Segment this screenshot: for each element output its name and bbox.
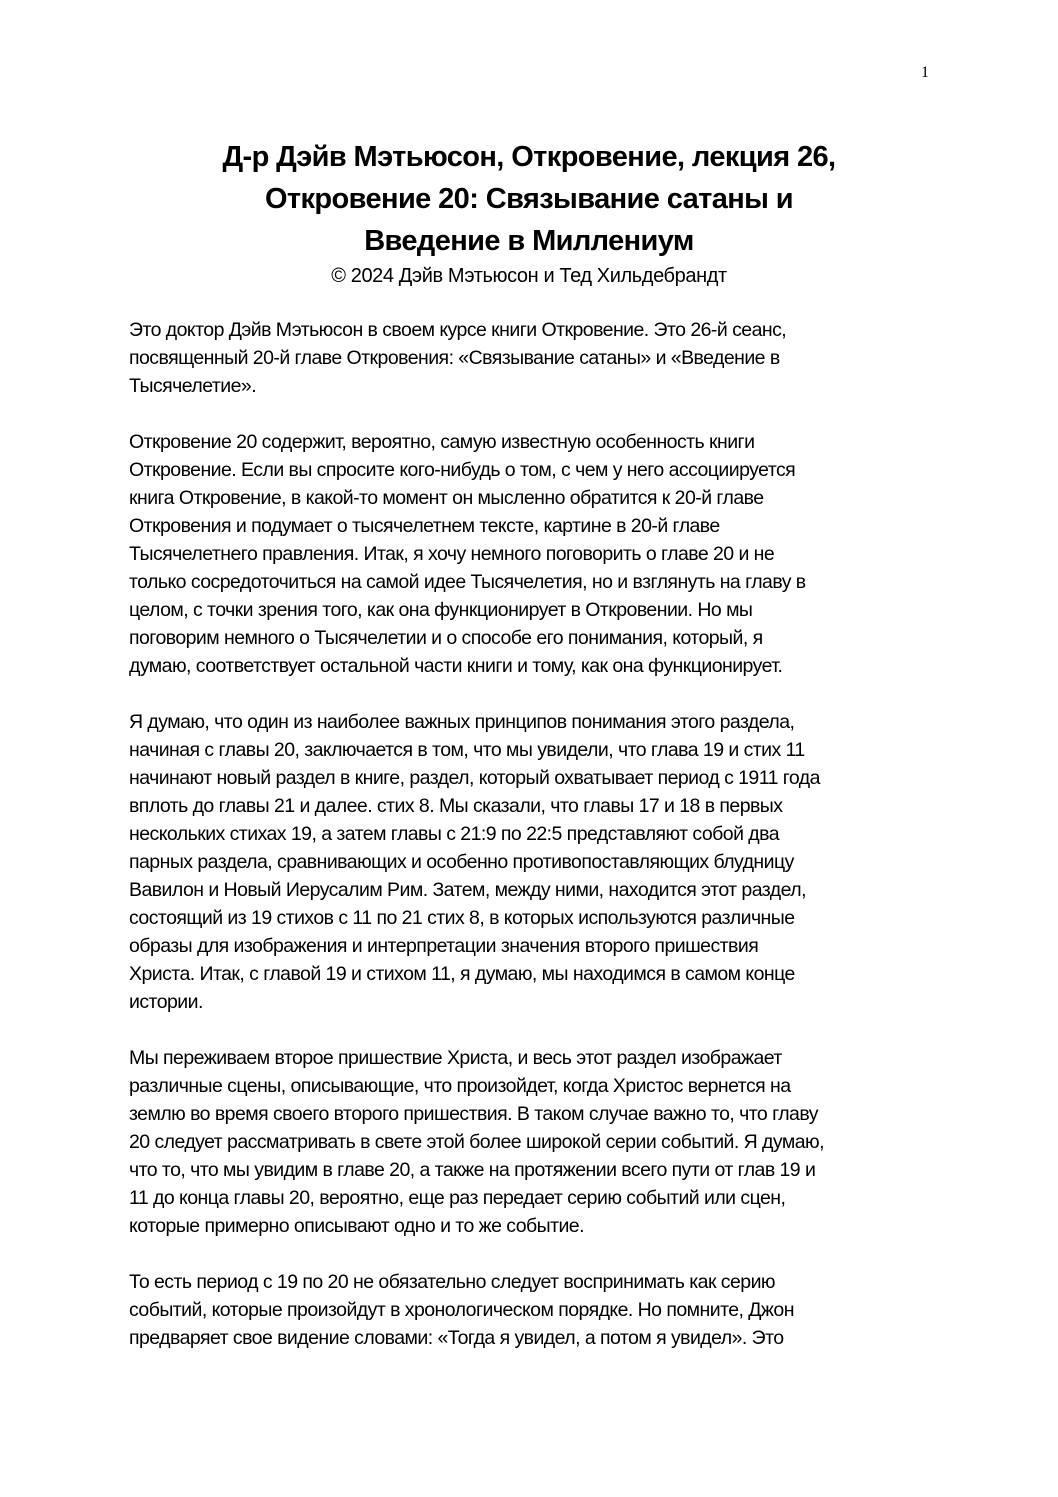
text-line: целом, с точки зрения того, как она функционирует в Откровении. Но мы: [129, 599, 753, 621]
text-line: Вавилон и Новый Иерусалим Рим. Затем, между ними, находится этот раздел,: [129, 879, 806, 901]
text-line: поговорим немного о Тысячелетии и о способе его понимания, который, я: [129, 627, 763, 649]
document-body: [129, 316, 949, 1380]
text-line: что то, что мы увидим в главе 20, а также на протяжении всего пути от глав 19 и: [129, 1159, 816, 1181]
text-line: парных раздела, сравнивающих и особенно противопоставляющих блудницу: [129, 851, 794, 873]
text-line: Тысячелетие».: [129, 375, 257, 397]
paragraph-4: [129, 1044, 949, 1240]
text-line: Откровения и подумает о тысячелетнем тексте, картине в 20-й главе: [129, 515, 720, 537]
title-line-1: Д-р Дэйв Мэтьюсон, Откровение, лекция 26,: [222, 141, 836, 173]
text-line: Христа. Итак, с главой 19 и стихом 11, я думаю, мы находимся в самом конце: [129, 963, 795, 985]
text-line: книга Откровение, в какой-то момент он мысленно обратится к 20-й главе: [129, 487, 764, 509]
text-line: Откровение 20 содержит, вероятно, самую известную особенность книги: [129, 431, 755, 453]
text-line: Мы переживаем второе пришествие Христа, и весь этот раздел изображает: [129, 1047, 782, 1069]
text-line: истории.: [129, 991, 203, 1013]
text-line: 11 до конца главы 20, вероятно, еще раз передает серию событий или сцен,: [129, 1187, 786, 1209]
text-line: Это доктор Дэйв Мэтьюсон в своем курсе книги Откровение. Это 26-й сеанс,: [129, 319, 787, 341]
text-line: событий, которые произойдут в хронологическом порядке. Но помните, Джон: [129, 1299, 794, 1321]
text-line: посвященный 20-й главе Откровения: «Связывание сатаны» и «Введение в: [129, 347, 780, 369]
text-line: начиная с главы 20, заключается в том, что мы увидели, что глава 19 и стих 11: [129, 739, 805, 761]
text-line: Тысячелетнего правления. Итак, я хочу немного поговорить о главе 20 и не: [129, 543, 775, 565]
paragraph-2: [129, 428, 949, 680]
paragraph-3: [129, 708, 949, 1016]
text-line: состоящий из 19 стихов с 11 по 21 стих 8, в которых используются различные: [129, 907, 795, 929]
paragraph-1: [129, 316, 949, 400]
paragraph-5: [129, 1268, 949, 1352]
text-line: различные сцены, описывающие, что произойдет, когда Христос вернется на: [129, 1075, 791, 1097]
text-line: нескольких стихах 19, а затем главы с 21:9 по 22:5 представляют собой два: [129, 823, 779, 845]
text-line: То есть период с 19 по 20 не обязательно следует воспринимать как серию: [129, 1271, 776, 1293]
text-line: образы для изображения и интерпретации значения второго пришествия: [129, 935, 759, 957]
text-line: которые примерно описывают одно и то же событие.: [129, 1215, 584, 1237]
document-header: [100, 136, 958, 290]
text-line: начинают новый раздел в книге, раздел, который охватывает период с 1911 года: [129, 767, 820, 789]
text-line: вплоть до главы 21 и далее. стих 8. Мы сказали, что главы 17 и 18 в первых: [129, 795, 783, 817]
text-line: землю во время своего второго пришествия. В таком случае важно то, что главу: [129, 1103, 818, 1125]
text-line: Откровение. Если вы спросите кого-нибудь о том, с чем у него ассоциируется: [129, 459, 796, 481]
text-line: только сосредоточиться на самой идее Тысячелетия, но и взглянуть на главу в: [129, 571, 806, 593]
page-number: 1: [921, 64, 929, 81]
copyright-line: © 2024 Дэйв Мэтьюсон и Тед Хильдебрандт: [331, 265, 727, 287]
text-line: Я думаю, что один из наиболее важных принципов понимания этого раздела,: [129, 711, 795, 733]
text-line: предваряет свое видение словами: «Тогда я увидел, а потом я увидел». Это: [129, 1327, 784, 1349]
title-line-3: Введение в Миллениум: [364, 225, 694, 257]
text-line: думаю, соответствует остальной части книги и тому, как она функционирует.: [129, 655, 783, 677]
text-line: 20 следует рассматривать в свете этой более широкой серии событий. Я думаю,: [129, 1131, 824, 1153]
title-line-2: Откровение 20: Связывание сатаны и: [264, 183, 794, 215]
